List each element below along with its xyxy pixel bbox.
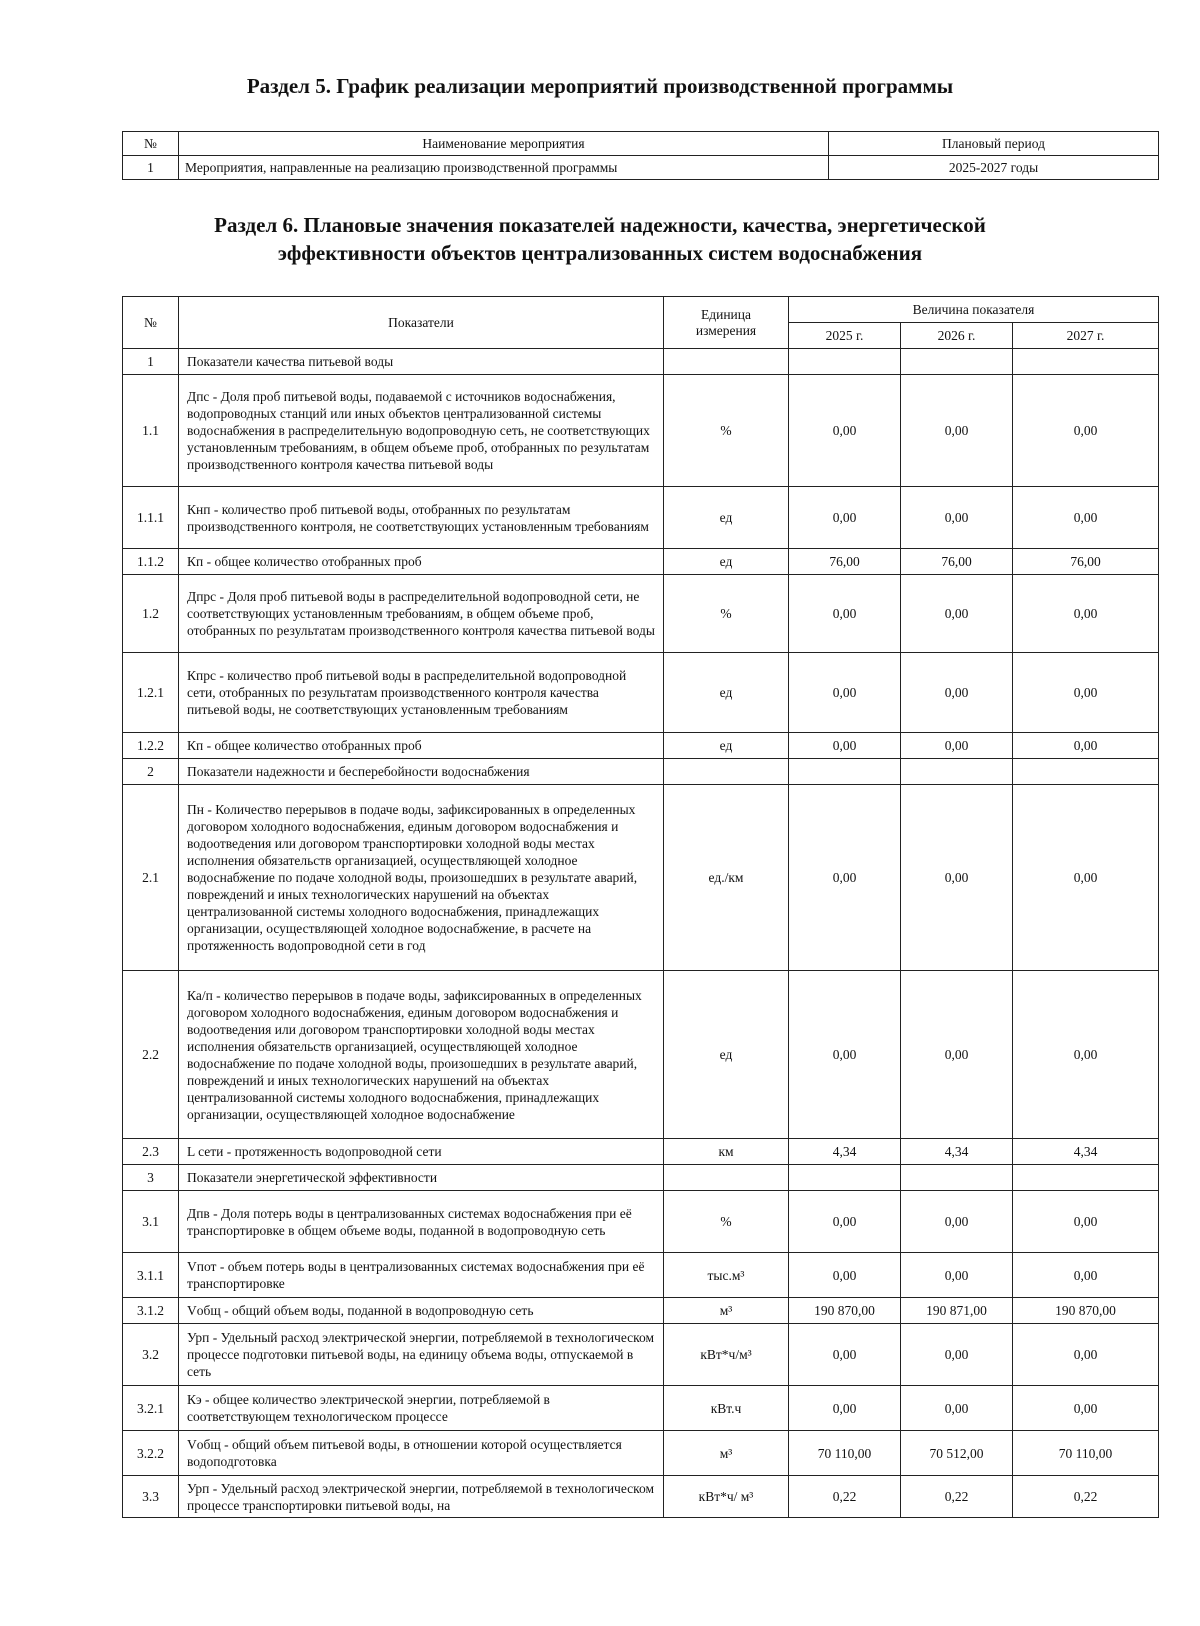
section6-table [122, 296, 1159, 1518]
row-value-2025 [789, 759, 901, 785]
row-value-2026: 0,00 [901, 487, 1013, 549]
row-value-2025: 4,34 [789, 1139, 901, 1165]
row-value-2025: 76,00 [789, 549, 901, 575]
row-value-2027: 70 110,00 [1013, 1431, 1159, 1476]
row-value-2026 [901, 1165, 1013, 1191]
row-num: 3.2 [123, 1324, 179, 1386]
row-value-2026: 0,00 [901, 375, 1013, 487]
row-num: 1 [123, 156, 179, 180]
row-value-2026: 0,22 [901, 1476, 1013, 1518]
row-indicator-text: Ка/п - количество перерывов в подаче воды, зафиксированных в определенных договором холодного водоснабжения, единым договором водоснабжения и водоотведения или договором транспортировки холодной воды местах исполнения обязательств организацией, осуществляющей холодное водоснабжение по подаче холодной воды, произошедших в результате аварий, повреждений и иных технологических нарушений на объектах централизованной системы холодного водоснабжения, принадлежащих организации, осуществляющей холодное водоснабжение [179, 971, 664, 1139]
row-value-2025: 0,00 [789, 785, 901, 971]
row-unit: ед./км [664, 785, 789, 971]
row-value-2026: 0,00 [901, 785, 1013, 971]
row-indicator-text: Показатели качества питьевой воды [179, 349, 664, 375]
row-value-2026 [901, 759, 1013, 785]
row-indicator-text: Урп - Удельный расход электрической энергии, потребляемой в технологическом процессе подготовки питьевой воды, на единицу объема воды, отпускаемой в сеть [179, 1324, 664, 1386]
row-num: 2 [123, 759, 179, 785]
row-value-2027: 190 870,00 [1013, 1298, 1159, 1324]
row-num: 1.1.2 [123, 549, 179, 575]
row-value-2025: 0,00 [789, 575, 901, 653]
row-unit: % [664, 375, 789, 487]
table-header-row [123, 132, 1159, 156]
row-unit [664, 759, 789, 785]
row-value-2027: 4,34 [1013, 1139, 1159, 1165]
row-value-2026: 76,00 [901, 549, 1013, 575]
header-num: № [123, 132, 179, 156]
row-unit [664, 1165, 789, 1191]
row-value-2026: 0,00 [901, 1253, 1013, 1298]
table-row [123, 156, 1159, 180]
row-planned-period: 2025-2027 годы [829, 156, 1159, 180]
row-value-2027: 0,22 [1013, 1476, 1159, 1518]
table-row [123, 785, 1159, 971]
row-unit: кВт.ч [664, 1386, 789, 1431]
row-unit: тыс.м³ [664, 1253, 789, 1298]
row-value-2026: 0,00 [901, 971, 1013, 1139]
table-row [123, 971, 1159, 1139]
row-value-2027: 0,00 [1013, 653, 1159, 733]
row-value-2026: 4,34 [901, 1139, 1013, 1165]
row-value-2025: 0,00 [789, 375, 901, 487]
row-value-2026: 70 512,00 [901, 1431, 1013, 1476]
table-row [123, 759, 1159, 785]
row-indicator-text: Vобщ - общий объем воды, поданной в водопроводную сеть [179, 1298, 664, 1324]
row-value-2027: 0,00 [1013, 575, 1159, 653]
table-row [123, 1298, 1159, 1324]
row-value-2027: 0,00 [1013, 971, 1159, 1139]
section6-title-line2: эффективности объектов централизованных систем водоснабжения [277, 241, 923, 265]
row-unit: ед [664, 971, 789, 1139]
row-value-2026: 190 871,00 [901, 1298, 1013, 1324]
row-indicator-text: Пн - Количество перерывов в подаче воды, зафиксированных в определенных договором холодного водоснабжения, единым договором водоснабжения и водоотведения или договором транспортировки холодной воды местах исполнения обязательств организацией, осуществляющей холодное водоснабжение по подаче холодной воды, произошедших в результате аварий, повреждений и иных технологических нарушений на объектах централизованной системы холодного водоснабжения, принадлежащих организации, осуществляющей холодное водоснабжение, в расчете на протяженность водопроводной сети в год [179, 785, 664, 971]
row-value-2025: 0,00 [789, 1386, 901, 1431]
row-value-2025: 0,00 [789, 653, 901, 733]
table-row [123, 1324, 1159, 1386]
row-unit: ед [664, 549, 789, 575]
header-num: № [123, 297, 179, 349]
row-value-2026: 0,00 [901, 1386, 1013, 1431]
row-value-2027: 0,00 [1013, 375, 1159, 487]
row-value-2027: 0,00 [1013, 733, 1159, 759]
row-num: 3.3 [123, 1476, 179, 1518]
row-num: 1.2.2 [123, 733, 179, 759]
row-unit: ед [664, 733, 789, 759]
row-num: 3.1.1 [123, 1253, 179, 1298]
row-value-2027 [1013, 1165, 1159, 1191]
header-planned-period: Плановый период [829, 132, 1159, 156]
row-indicator-text: Кпрс - количество проб питьевой воды в распределительной водопроводной сети, отобранных по результатам производственного контроля качества питьевой воды, не соответствующих установленным требованиям [179, 653, 664, 733]
row-value-2027: 76,00 [1013, 549, 1159, 575]
row-indicator-text: Vпот - объем потерь воды в централизованных системах водоснабжения при её транспортировке [179, 1253, 664, 1298]
row-unit: % [664, 575, 789, 653]
header-year-2026: 2026 г. [901, 323, 1013, 349]
table-row [123, 349, 1159, 375]
row-num: 1.1 [123, 375, 179, 487]
row-unit [664, 349, 789, 375]
header-event-name: Наименование мероприятия [179, 132, 829, 156]
row-value-2025: 0,00 [789, 1191, 901, 1253]
row-value-2026: 0,00 [901, 733, 1013, 759]
table-row [123, 1139, 1159, 1165]
header-indicators: Показатели [179, 297, 664, 349]
table-row [123, 653, 1159, 733]
row-num: 1.2.1 [123, 653, 179, 733]
row-value-2025: 190 870,00 [789, 1298, 901, 1324]
row-value-2027: 0,00 [1013, 1386, 1159, 1431]
row-unit: м³ [664, 1431, 789, 1476]
row-unit: ед [664, 487, 789, 549]
row-num: 3.2.2 [123, 1431, 179, 1476]
row-num: 3.1.2 [123, 1298, 179, 1324]
row-num: 3 [123, 1165, 179, 1191]
table-row [123, 1431, 1159, 1476]
table-row [123, 549, 1159, 575]
row-indicator-text: Кнп - количество проб питьевой воды, отобранных по результатам производственного контроля, не соответствующих установленным требованиям [179, 487, 664, 549]
row-value-2025 [789, 1165, 901, 1191]
row-value-2027 [1013, 759, 1159, 785]
row-indicator-text: Показатели энергетической эффективности [179, 1165, 664, 1191]
row-value-2026: 0,00 [901, 1324, 1013, 1386]
row-value-2025: 0,00 [789, 1253, 901, 1298]
header-year-2027: 2027 г. [1013, 323, 1159, 349]
row-indicator-text: Урп - Удельный расход электрической энергии, потребляемой в технологическом процессе транспортировки питьевой воды, на [179, 1476, 664, 1518]
table-row [123, 487, 1159, 549]
row-value-2025: 70 110,00 [789, 1431, 901, 1476]
row-value-2027: 0,00 [1013, 1253, 1159, 1298]
row-indicator-text: Показатели надежности и бесперебойности водоснабжения [179, 759, 664, 785]
row-unit: кВт*ч/ м³ [664, 1476, 789, 1518]
table-row [123, 733, 1159, 759]
row-num: 3.1 [123, 1191, 179, 1253]
header-year-2025: 2025 г. [789, 323, 901, 349]
row-value-2026 [901, 349, 1013, 375]
row-num: 2.1 [123, 785, 179, 971]
row-indicator-text: Кп - общее количество отобранных проб [179, 733, 664, 759]
row-value-2026: 0,00 [901, 1191, 1013, 1253]
row-event-name: Мероприятия, направленные на реализацию производственной программы [179, 156, 829, 180]
table-row [123, 1191, 1159, 1253]
row-value-2027: 0,00 [1013, 1324, 1159, 1386]
table-row [123, 1165, 1159, 1191]
row-num: 1.1.1 [123, 487, 179, 549]
table-row [123, 1253, 1159, 1298]
section6-title-line1: Раздел 6. Плановые значения показателей надежности, качества, энергетической [214, 213, 986, 237]
row-unit: м³ [664, 1298, 789, 1324]
row-value-2026: 0,00 [901, 575, 1013, 653]
row-indicator-text: L сети - протяженность водопроводной сети [179, 1139, 664, 1165]
table-row [123, 1386, 1159, 1431]
table-row [123, 1476, 1159, 1518]
row-value-2025: 0,00 [789, 971, 901, 1139]
section5-table [122, 131, 1159, 180]
row-unit: ед [664, 653, 789, 733]
row-num: 3.2.1 [123, 1386, 179, 1431]
row-indicator-text: Кэ - общее количество электрической энергии, потребляемой в соответствующем технологическом процессе [179, 1386, 664, 1431]
row-num: 1 [123, 349, 179, 375]
row-value-2027 [1013, 349, 1159, 375]
table-header-row [123, 297, 1159, 323]
row-indicator-text: Кп - общее количество отобранных проб [179, 549, 664, 575]
row-unit: % [664, 1191, 789, 1253]
section6-title [0, 211, 1200, 267]
row-value-2025: 0,00 [789, 1324, 901, 1386]
row-num: 2.2 [123, 971, 179, 1139]
row-unit: км [664, 1139, 789, 1165]
row-value-2025: 0,22 [789, 1476, 901, 1518]
row-num: 2.3 [123, 1139, 179, 1165]
header-unit: Единица измерения [664, 297, 789, 349]
row-value-2027: 0,00 [1013, 487, 1159, 549]
row-num: 1.2 [123, 575, 179, 653]
row-indicator-text: Дпс - Доля проб питьевой воды, подаваемой с источников водоснабжения, водопроводных станций или иных объектов централизованной системы водоснабжения в распределительную водопроводную сеть, не соответствующих установленным требованиям, в общем объеме проб, отобранных по результатам производственного контроля качества питьевой воды [179, 375, 664, 487]
header-value: Величина показателя [789, 297, 1159, 323]
section5-title: Раздел 5. График реализации мероприятий производственной программы [246, 74, 954, 98]
row-value-2025 [789, 349, 901, 375]
row-unit: кВт*ч/м³ [664, 1324, 789, 1386]
row-indicator-text: Дпв - Доля потерь воды в централизованных системах водоснабжения при её транспортировке в общем объеме воды, поданной в водопроводную сеть [179, 1191, 664, 1253]
row-value-2025: 0,00 [789, 487, 901, 549]
row-value-2027: 0,00 [1013, 785, 1159, 971]
row-indicator-text: Vобщ - общий объем питьевой воды, в отношении которой осуществляется водоподготовка [179, 1431, 664, 1476]
table-row [123, 375, 1159, 487]
row-value-2025: 0,00 [789, 733, 901, 759]
table-row [123, 575, 1159, 653]
row-indicator-text: Дпрс - Доля проб питьевой воды в распределительной водопроводной сети, не соответствующих установленным требованиям, в общем объеме проб, отобранных по результатам производственного контроля качества питьевой воды [179, 575, 664, 653]
row-value-2026: 0,00 [901, 653, 1013, 733]
row-value-2027: 0,00 [1013, 1191, 1159, 1253]
